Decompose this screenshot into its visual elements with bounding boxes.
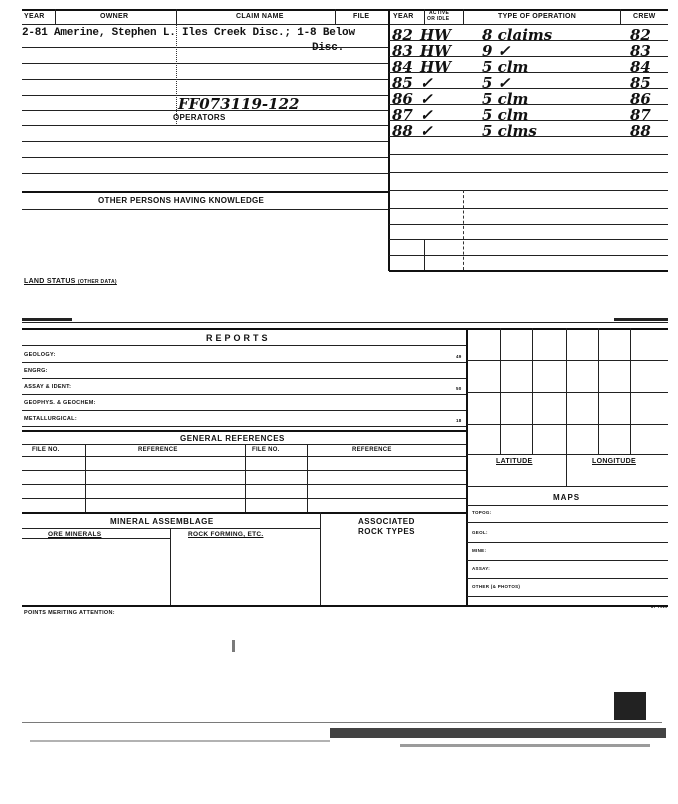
map-item-label: MINE: xyxy=(472,548,487,553)
grid-line xyxy=(467,454,668,455)
land-status-sub: (OTHER DATA) xyxy=(77,279,117,285)
activity-status: HW xyxy=(420,26,452,44)
activity-crew: 86 xyxy=(630,90,651,108)
activity-year: 86 xyxy=(392,90,413,108)
points-meriting-label: POINTS MERITING ATTENTION: xyxy=(24,610,115,616)
claim-record-line2: Disc. xyxy=(312,42,345,54)
activity-crew: 82 xyxy=(630,26,651,44)
reference-column-header: REFERENCE xyxy=(138,447,178,453)
claim-record-line: 2-81 Amerine, Stephen L. Iles Creek Disc.; 1-8 Below xyxy=(22,27,355,39)
activity-year: 88 xyxy=(392,122,413,140)
report-row-number: 18 xyxy=(456,418,462,423)
ore-minerals-label: ORE MINERALS xyxy=(48,531,102,538)
mineral-assemblage-title: MINERAL ASSEMBLAGE xyxy=(110,517,214,526)
associated-label-1: ASSOCIATED xyxy=(358,517,415,526)
longitude-label: LONGITUDE xyxy=(592,458,636,465)
report-row-label: GEOLOGY: xyxy=(24,352,56,358)
report-row-label: GEOPHYS. & GEOCHEM: xyxy=(24,400,96,406)
land-status-text: LAND STATUS xyxy=(24,278,76,285)
grid-line xyxy=(630,328,631,454)
grid-line xyxy=(598,328,599,454)
grid-line xyxy=(500,328,501,454)
activity-status: ✓ xyxy=(420,90,433,108)
activity-status: ✓ xyxy=(420,74,433,92)
report-row-label: ENGRG: xyxy=(24,368,48,374)
map-item-label: TOPOG: xyxy=(472,510,492,515)
year-header: YEAR xyxy=(24,13,45,20)
report-row-label: ASSAY & IDENT: xyxy=(24,384,72,390)
activity-crew: 87 xyxy=(630,106,651,124)
map-item-label: GEOL: xyxy=(472,530,488,535)
report-row-number: 49 xyxy=(456,354,462,359)
grid-line xyxy=(467,360,668,361)
reports-title: REPORTS xyxy=(206,333,271,343)
claim-name-header: CLAIM NAME xyxy=(236,13,284,20)
grid-line xyxy=(532,328,533,454)
report-row-label: METALLURGICAL: xyxy=(24,416,77,422)
activity-status: ✓ xyxy=(420,122,433,140)
activity-year: 85 xyxy=(392,74,413,92)
form-number: 87 7919 xyxy=(651,604,668,609)
activity-crew: 85 xyxy=(630,74,651,92)
general-references-title: GENERAL REFERENCES xyxy=(180,434,285,443)
activity-status: HW xyxy=(420,42,452,60)
activity-operation: 9 ✓ xyxy=(482,42,511,60)
activity-operation: 5 ✓ xyxy=(482,74,511,92)
reference-column-header: FILE NO. xyxy=(252,447,280,453)
type-of-operation-header: TYPE OF OPERATION xyxy=(498,13,577,20)
activity-operation: 5 clms xyxy=(482,122,537,140)
grid-line xyxy=(467,392,668,393)
rock-forming-label: ROCK FORMING, ETC. xyxy=(188,531,264,538)
owner-header: OWNER xyxy=(100,13,129,20)
activity-operation: 5 clm xyxy=(482,58,529,76)
grid-line xyxy=(566,328,567,454)
maps-title: MAPS xyxy=(553,493,581,502)
operator-reference: FF073119-122 xyxy=(178,95,300,113)
activity-crew: 84 xyxy=(630,58,651,76)
crew-header: CREW xyxy=(633,13,656,20)
map-item-label: ASSAY: xyxy=(472,566,491,571)
year2-header: YEAR xyxy=(393,13,414,20)
latitude-label: LATITUDE xyxy=(496,458,533,465)
reference-column-header: REFERENCE xyxy=(352,447,392,453)
active-header-2: OR IDLE xyxy=(427,16,450,22)
activity-year: 82 xyxy=(392,26,413,44)
activity-operation: 8 claims xyxy=(482,26,553,44)
file-header: FILE xyxy=(353,13,370,20)
map-item-label: OTHER (& PHOTOS) xyxy=(472,584,521,589)
operators-label: OPERATORS xyxy=(173,113,226,122)
activity-year: 84 xyxy=(392,58,413,76)
grid-line xyxy=(467,424,668,425)
activity-operation: 5 clm xyxy=(482,90,529,108)
associated-label-2: ROCK TYPES xyxy=(358,527,416,536)
active-header-1: ACTIVE xyxy=(429,10,450,16)
activity-crew: 83 xyxy=(630,42,651,60)
activity-year: 83 xyxy=(392,42,413,60)
activity-status: HW xyxy=(420,58,452,76)
activity-status: ✓ xyxy=(420,106,433,124)
other-persons-label: OTHER PERSONS HAVING KNOWLEDGE xyxy=(98,196,265,205)
reference-column-header: FILE NO. xyxy=(32,447,60,453)
report-row-number: 50 xyxy=(456,386,462,391)
activity-operation: 5 clm xyxy=(482,106,529,124)
activity-crew: 88 xyxy=(630,122,651,140)
activity-year: 87 xyxy=(392,106,413,124)
land-status-label xyxy=(24,278,117,285)
